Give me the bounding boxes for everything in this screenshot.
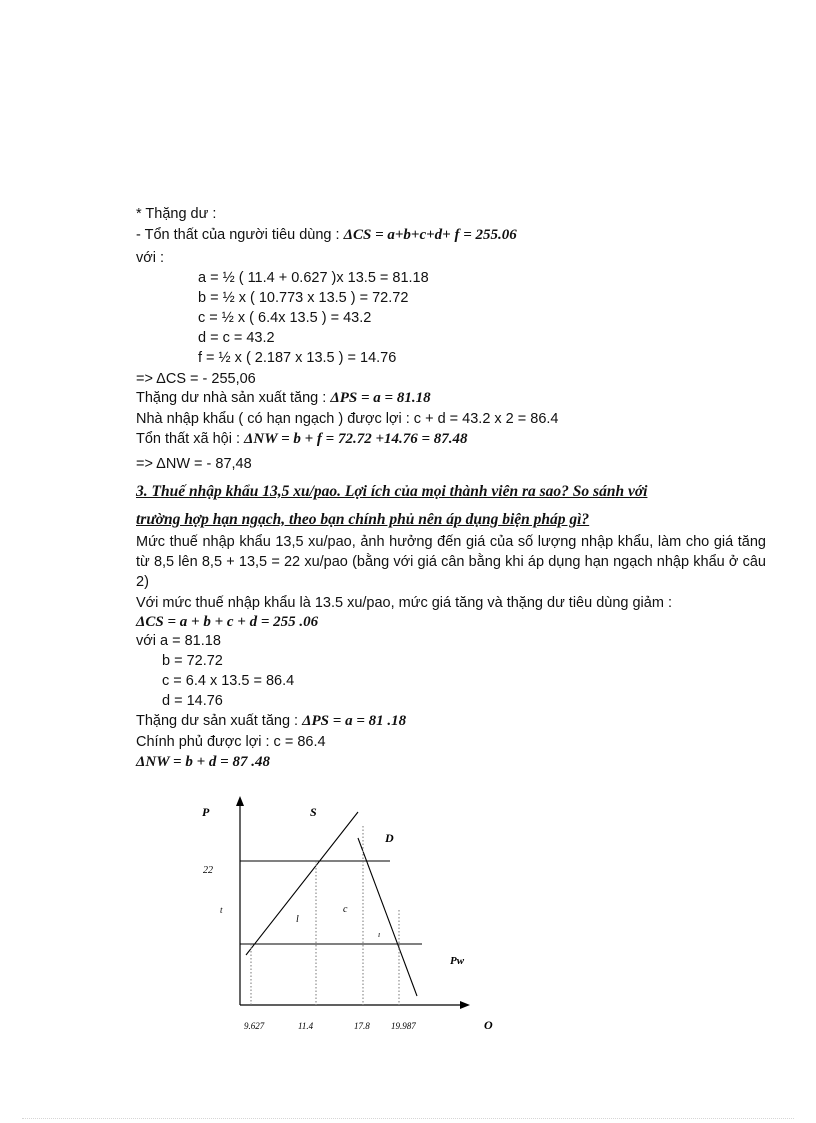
region-a-label: l <box>296 914 299 925</box>
region-d-label: ı <box>378 930 381 939</box>
s3-cs-formula: ΔCS = a + b + c + d = 255 .06 <box>136 614 319 630</box>
calc-c: c = ½ x ( 6.4x 13.5 ) = 43.2 <box>198 310 372 326</box>
section3-paragraph: Mức thuế nhập khẩu 13,5 xu/pao, ảnh hưởng đến giá của số lượng nhập khẩu, làm cho giá tăng từ 8,5 lên 8,5 + 13,5 = 22 xu/pao (bằng với giá cân bằng khi áp dụng hạn ngạch nhập khẩu ở câu 2) <box>136 534 766 590</box>
supply-label: S <box>310 805 317 819</box>
x-axis-arrow <box>460 1001 470 1009</box>
nw-result: => ΔNW = - 87,48 <box>136 456 252 472</box>
nw-line <box>136 430 468 449</box>
y-axis-arrow <box>236 796 244 806</box>
world-price-label: Pw <box>450 955 465 967</box>
with-label: với : <box>136 250 165 266</box>
s3-gov-line: Chính phủ được lợi : c = 86.4 <box>136 734 326 750</box>
region-c-label: c <box>343 904 348 915</box>
cs-loss-line <box>136 226 517 245</box>
s3-nw-line <box>136 753 270 772</box>
nw-label: Tổn thất xã hội : <box>136 431 240 447</box>
s3-ps-formula: ΔPS = a = 81 .18 <box>302 713 407 729</box>
ps-formula: ΔPS = a = 81.18 <box>330 390 431 406</box>
calc-a: a = ½ ( 11.4 + 0.627 )x 13.5 = 81.18 <box>198 270 429 286</box>
ps-line <box>136 389 431 408</box>
x-tick-114: 11.4 <box>298 1021 314 1031</box>
surplus-title: * Thặng dư : <box>136 206 217 222</box>
x-axis-label: O <box>484 1018 493 1032</box>
section3-heading-line1: 3. Thuế nhập khẩu 13,5 xu/pao. Lợi ích của mọi thành viên ra sao? So sánh với <box>136 483 648 500</box>
s3-ps-line <box>136 712 406 731</box>
x-tick-9627: 9.627 <box>244 1021 265 1031</box>
y-axis-label: P <box>202 805 210 819</box>
cs-result: => ΔCS = - 255,06 <box>136 371 256 387</box>
calc-f: f = ½ x ( 2.187 x 13.5 ) = 14.76 <box>198 350 397 366</box>
section3-heading-line2: trường hợp hạn ngạch, theo bạn chính phủ nên áp dụng biện pháp gì? <box>136 511 590 528</box>
demand-label: D <box>385 831 394 845</box>
supply-curve <box>246 812 358 955</box>
tariff-line: Với mức thuế nhập khẩu là 13.5 xu/pao, mức giá tăng và thặng dư tiêu dùng giảm : <box>136 595 672 611</box>
demand-curve <box>358 838 417 996</box>
x-tick-178: 17.8 <box>354 1021 370 1031</box>
s3-with-a: với a = 81.18 <box>136 633 221 649</box>
s3-calc-b: b = 72.72 <box>162 653 223 669</box>
s3-calc-c: c = 6.4 x 13.5 = 86.4 <box>162 673 295 689</box>
tariff-graph <box>180 790 520 1050</box>
s3-nw-formula: ΔNW = b + d = 87 .48 <box>136 754 270 770</box>
s3-calc-d: d = 14.76 <box>162 693 223 709</box>
cs-loss-formula: ΔCS = a+b+c+d+ f = 255.06 <box>343 227 517 243</box>
section3-heading <box>136 478 742 534</box>
s3-ps-label: Thặng dư sản xuất tăng : <box>136 713 299 729</box>
page-bottom-rule <box>22 1118 794 1119</box>
calc-d: d = c = 43.2 <box>198 330 275 346</box>
importer-line: Nhà nhập khẩu ( có hạn ngạch ) được lợi : c + d = 43.2 x 2 = 86.4 <box>136 411 559 427</box>
s3-cs-line <box>136 613 318 632</box>
cs-loss-label: - Tổn thất của người tiêu dùng : <box>136 227 340 243</box>
calc-b: b = ½ x ( 10.773 x 13.5 ) = 72.72 <box>198 290 409 306</box>
price-tick-22: 22 <box>203 865 213 876</box>
ps-label: Thặng dư nhà sản xuất tăng : <box>136 390 327 406</box>
nw-formula: ΔNW = b + f = 72.72 +14.76 = 87.48 <box>244 431 468 447</box>
region-left-label: t <box>220 905 223 915</box>
x-tick-19987: 19.987 <box>391 1021 416 1031</box>
